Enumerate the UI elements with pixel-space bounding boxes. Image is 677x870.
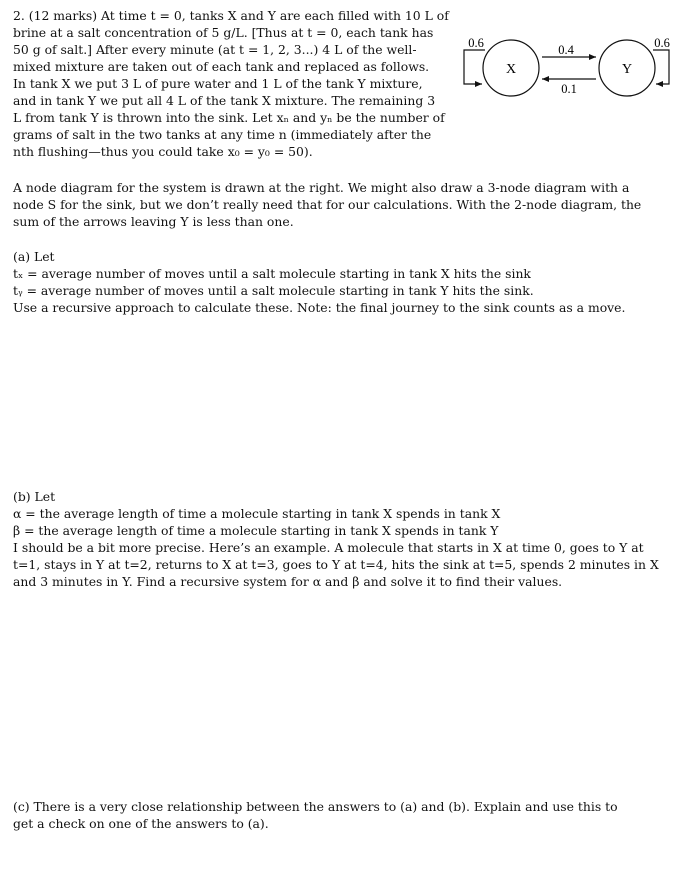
part-a (13, 248, 653, 316)
loop-x-arrow (464, 50, 485, 84)
problem-intro (13, 7, 449, 160)
intro-line: grams of salt in the two tanks at any time n (immediately after the (13, 127, 432, 142)
part-b-line: t=1, stays in Y at t=2, returns to X at t=3, goes to Y at t=4, hits the sink at t=5, spends 2 minutes in X (13, 557, 659, 572)
part-a-line: Use a recursive approach to calculate these. Note: the final journey to the sink counts as a move. (13, 300, 626, 315)
paragraph-line: A node diagram for the system is drawn at the right. We might also draw a 3-node diagram with a (13, 180, 630, 195)
part-b (13, 488, 659, 590)
node-y-label: Y (621, 62, 633, 77)
part-b-line: α = the average length of time a molecule starting in tank X spends in tank X (13, 506, 501, 521)
intro-line: mixed mixture are taken out of each tank and replaced as follows. (13, 59, 430, 74)
part-c (13, 798, 653, 832)
part-b-line: I should be a bit more precise. Here’s an example. A molecule that starts in X at time 0, goes to Y at (13, 540, 644, 555)
loop-y-label: 0.6 (654, 36, 670, 50)
loop-x-label: 0.6 (468, 36, 484, 50)
intro-line: brine at a salt concentration of 5 g/L. [Thus at t = 0, each tank has (13, 25, 434, 40)
node-diagram-paragraph (13, 179, 653, 230)
node-diagram (456, 32, 677, 102)
part-b-heading: (b) Let (13, 489, 56, 504)
intro-line: 2. (12 marks) At time t = 0, tanks X and Y are each filled with 10 L of (13, 8, 449, 23)
part-a-heading: (a) Let (13, 249, 55, 264)
part-b-line: and 3 minutes in Y. Find a recursive system for α and β and solve it to find their values. (13, 574, 563, 589)
y-to-x-label: 0.1 (561, 82, 577, 96)
part-b-line: β = the average length of time a molecule starting in tank X spends in tank Y (13, 523, 499, 538)
intro-line: 50 g of salt.] After every minute (at t = 1, 2, 3...) 4 L of the well- (13, 42, 417, 57)
part-a-line: tₓ = average number of moves until a salt molecule starting in tank X hits the sink (13, 266, 531, 281)
part-c-line: (c) There is a very close relationship between the answers to (a) and (b). Explain and use this to (13, 799, 618, 814)
part-c-line: get a check on one of the answers to (a). (13, 816, 269, 831)
x-to-y-label: 0.4 (558, 43, 574, 57)
part-a-line: tᵧ = average number of moves until a salt molecule starting in tank Y hits the sink. (13, 283, 534, 298)
intro-line: and in tank Y we put all 4 L of the tank X mixture. The remaining 3 (13, 93, 436, 108)
intro-line: L from tank Y is thrown into the sink. Let xₙ and yₙ be the number of (13, 110, 445, 125)
intro-line: In tank X we put 3 L of pure water and 1 L of the tank Y mixture, (13, 76, 423, 91)
node-x-label: X (505, 62, 517, 77)
paragraph-line: node S for the sink, but we don’t really need that for our calculations. With the 2-node diagram, the (13, 197, 642, 212)
intro-line: nth flushing—thus you could take x₀ = y₀ = 50). (13, 144, 313, 159)
paragraph-line: sum of the arrows leaving Y is less than one. (13, 214, 294, 229)
